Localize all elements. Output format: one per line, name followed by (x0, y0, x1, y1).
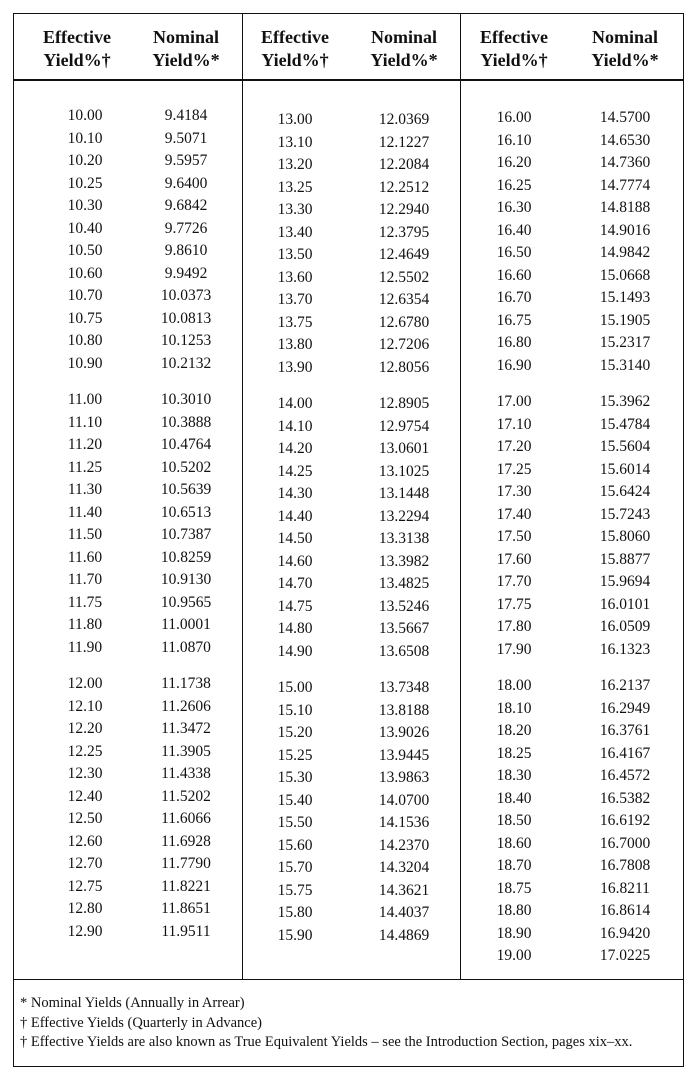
nominal-yield-cell: 11.8651 (161, 900, 211, 917)
footnote-true-equivalent: † Effective Yields are also known as True Equivalent Yields – see the Introduction Section, pages xix–xx. (20, 1034, 633, 1050)
effective-yield-cell: 17.70 (496, 573, 532, 590)
header-effective-1: Effective Yield%† (43, 27, 111, 70)
effective-yield-cell: 14.90 (277, 642, 313, 660)
column-divider-2 (460, 13, 461, 980)
effective-yield-cell: 13.00 (277, 111, 313, 128)
effective-yield-cell: 12.90 (67, 922, 103, 940)
effective-yield-cell: 11.10 (67, 413, 103, 431)
nominal-yield-cell: 14.3204 (378, 859, 430, 876)
nominal-yield-cell: 10.1253 (160, 332, 212, 349)
effective-yield-cell: 10.30 (67, 197, 103, 214)
nominal-yield-cell: 13.3982 (378, 552, 430, 570)
nominal-yield-cell: 13.9863 (378, 769, 430, 786)
nominal-yield-cell: 12.9754 (378, 417, 430, 435)
effective-yield-cell: 14.10 (277, 417, 313, 435)
effective-yield-cell: 18.30 (496, 767, 532, 784)
nominal-yield-cell: 9.8610 (164, 242, 208, 259)
nominal-yield-cell: 11.4338 (161, 765, 211, 782)
nominal-yield-cell: 14.4869 (378, 926, 430, 944)
effective-yield-cell: 18.20 (496, 722, 532, 739)
nominal-yield-cell: 16.6192 (599, 812, 651, 829)
effective-yield-cell: 18.75 (496, 879, 532, 897)
effective-yield-cell: 11.20 (67, 436, 103, 453)
nominal-yield-cell: 10.9130 (160, 571, 212, 588)
effective-yield-cell: 11.25 (67, 458, 103, 476)
effective-yield-cell: 15.20 (277, 724, 313, 741)
effective-yield-cell: 15.30 (277, 769, 313, 786)
effective-yield-cell: 13.75 (277, 313, 313, 331)
effective-yield-cell: 15.75 (277, 881, 313, 899)
effective-yield-cell: 17.40 (496, 505, 532, 523)
nominal-yield-cell: 13.3138 (378, 530, 430, 547)
nominal-yield-cell: 13.8188 (378, 701, 430, 719)
effective-yield-cell: 16.40 (496, 221, 532, 239)
effective-yield-cell: 10.75 (67, 309, 103, 327)
effective-yield-cell: 11.50 (67, 526, 103, 543)
nominal-yield-cell: 12.3795 (378, 223, 430, 241)
effective-yield-cell: 10.80 (67, 332, 103, 349)
effective-yield-cell: 12.40 (67, 787, 103, 805)
effective-yield-cell: 12.50 (67, 810, 103, 827)
nominal-yield-cell: 16.0509 (599, 618, 651, 635)
nominal-yield-cell: 14.5700 (599, 109, 651, 126)
nominal-yield-cell: 10.5202 (160, 458, 212, 476)
nominal-yield-cell: 10.8259 (160, 548, 212, 566)
effective-yield-cell: 12.30 (67, 765, 103, 782)
nominal-yield-cell: 10.0813 (160, 309, 212, 327)
nominal-yield-cell: 12.2940 (378, 201, 430, 218)
effective-yield-cell: 12.80 (67, 900, 103, 917)
effective-yield-cell: 17.10 (496, 415, 532, 433)
effective-yield-cell: 18.00 (496, 677, 532, 694)
effective-yield-cell: 11.00 (67, 391, 103, 408)
nominal-yield-cell: 11.0870 (161, 638, 211, 656)
effective-yield-cell: 18.25 (496, 744, 532, 762)
effective-yield-cell: 16.20 (496, 154, 532, 171)
nominal-yield-cell: 12.7206 (378, 336, 430, 353)
nominal-yield-cell: 16.2949 (599, 699, 651, 717)
nominal-yield-cell: 11.7790 (161, 855, 211, 872)
nominal-yield-cell: 16.5382 (599, 789, 651, 807)
effective-yield-cell: 17.90 (496, 640, 532, 658)
nominal-yield-cell: 15.1493 (599, 289, 651, 306)
nominal-yield-cell: 12.1227 (378, 133, 430, 151)
nominal-yield-cell: 9.4184 (164, 107, 208, 124)
effective-yield-cell: 14.70 (277, 575, 313, 592)
nominal-yield-cell: 16.8614 (599, 902, 651, 919)
nominal-yield-cell: 15.0668 (599, 266, 651, 284)
effective-yield-cell: 15.70 (277, 859, 313, 876)
nominal-yield-cell: 15.6424 (599, 483, 651, 500)
nominal-yield-cell: 16.0101 (599, 595, 651, 613)
footnote-nominal: * Nominal Yields (Annually in Arrear) (20, 995, 245, 1011)
nominal-yield-cell: 11.6066 (161, 810, 211, 827)
effective-yield-cell: 15.25 (277, 746, 313, 764)
effective-yield-cell: 17.00 (496, 393, 532, 410)
nominal-yield-cell: 11.2606 (161, 697, 211, 715)
effective-yield-cell: 11.70 (67, 571, 103, 588)
nominal-yield-cell: 9.5957 (164, 152, 208, 169)
effective-yield-cell: 15.10 (277, 701, 313, 719)
effective-yield-cell: 11.60 (67, 548, 103, 566)
effective-yield-cell: 13.50 (277, 246, 313, 263)
effective-yield-cell: 13.60 (277, 268, 313, 286)
nominal-yield-cell: 14.0700 (378, 791, 430, 809)
nominal-yield-cell: 15.3140 (599, 356, 651, 374)
nominal-yield-cell: 15.3962 (599, 393, 651, 410)
effective-yield-cell: 16.80 (496, 334, 532, 351)
nominal-yield-cell: 11.9511 (161, 922, 211, 940)
effective-yield-cell: 14.30 (277, 485, 313, 502)
nominal-yield-cell: 16.4572 (599, 767, 651, 784)
nominal-yield-cell: 12.8905 (378, 395, 430, 412)
nominal-yield-cell: 16.7000 (599, 834, 651, 852)
effective-yield-cell: 14.60 (277, 552, 313, 570)
effective-yield-cell: 16.30 (496, 199, 532, 216)
nominal-yield-cell: 14.4037 (378, 904, 430, 921)
effective-yield-cell: 18.70 (496, 857, 532, 874)
nominal-yield-cell: 11.0001 (161, 616, 211, 633)
effective-yield-cell: 15.90 (277, 926, 313, 944)
header-nominal-2: Nominal Yield%* (370, 27, 438, 70)
effective-yield-cell: 12.25 (67, 742, 103, 760)
nominal-yield-cell: 10.0373 (160, 287, 212, 304)
nominal-yield-cell: 13.9026 (378, 724, 430, 741)
nominal-yield-cell: 11.3472 (161, 720, 211, 737)
effective-yield-cell: 19.00 (496, 947, 532, 964)
nominal-yield-cell: 15.9694 (599, 573, 651, 590)
nominal-yield-cell: 13.9445 (378, 746, 430, 764)
effective-yield-cell: 10.25 (67, 174, 103, 192)
nominal-yield-cell: 12.6354 (378, 291, 430, 308)
nominal-yield-cell: 13.7348 (378, 679, 430, 696)
effective-yield-cell: 16.50 (496, 244, 532, 261)
nominal-yield-cell: 15.5604 (599, 438, 651, 455)
effective-yield-cell: 17.30 (496, 483, 532, 500)
nominal-yield-cell: 14.6530 (599, 131, 651, 149)
effective-yield-cell: 10.70 (67, 287, 103, 304)
nominal-yield-cell: 10.5639 (160, 481, 212, 498)
nominal-yield-cell: 11.3905 (161, 742, 211, 760)
effective-yield-cell: 16.60 (496, 266, 532, 284)
nominal-yield-cell: 14.7360 (599, 154, 651, 171)
nominal-yield-cell: 12.2084 (378, 156, 430, 173)
effective-yield-cell: 16.10 (496, 131, 532, 149)
nominal-yield-cell: 15.6014 (599, 460, 651, 478)
effective-yield-cell: 16.75 (496, 311, 532, 329)
nominal-yield-cell: 15.1905 (599, 311, 651, 329)
effective-yield-cell: 11.90 (67, 638, 103, 656)
effective-yield-cell: 11.75 (67, 593, 103, 611)
nominal-yield-cell: 10.6513 (160, 503, 212, 521)
effective-yield-cell: 10.40 (67, 219, 103, 237)
effective-yield-cell: 16.00 (496, 109, 532, 126)
effective-yield-cell: 18.10 (496, 699, 532, 717)
nominal-yield-cell: 14.8188 (599, 199, 651, 216)
nominal-yield-cell: 16.9420 (599, 924, 651, 942)
effective-yield-cell: 13.40 (277, 223, 313, 241)
nominal-yield-cell: 15.4784 (599, 415, 651, 433)
effective-yield-cell: 15.40 (277, 791, 313, 809)
effective-yield-cell: 17.75 (496, 595, 532, 613)
nominal-yield-cell: 10.7387 (160, 526, 212, 543)
effective-yield-cell: 12.10 (67, 697, 103, 715)
nominal-yield-cell: 9.7726 (164, 219, 208, 237)
nominal-yield-cell: 16.2137 (599, 677, 651, 694)
effective-yield-cell: 13.80 (277, 336, 313, 353)
nominal-yield-cell: 14.7774 (599, 176, 651, 194)
effective-yield-cell: 10.60 (67, 264, 103, 282)
nominal-yield-cell: 14.9842 (599, 244, 651, 261)
nominal-yield-cell: 10.4764 (160, 436, 212, 453)
effective-yield-cell: 18.90 (496, 924, 532, 942)
effective-yield-cell: 15.60 (277, 836, 313, 854)
effective-yield-cell: 12.20 (67, 720, 103, 737)
header-effective-3: Effective Yield%† (480, 27, 548, 70)
effective-yield-cell: 17.60 (496, 550, 532, 568)
nominal-yield-cell: 16.1323 (599, 640, 651, 658)
nominal-yield-cell: 16.4167 (599, 744, 651, 762)
header-effective-2: Effective Yield%† (261, 27, 329, 70)
nominal-yield-cell: 13.0601 (378, 440, 430, 457)
nominal-yield-cell: 12.2512 (378, 178, 430, 196)
effective-yield-cell: 14.25 (277, 462, 313, 480)
effective-yield-cell: 13.20 (277, 156, 313, 173)
effective-yield-cell: 12.75 (67, 877, 103, 895)
nominal-yield-cell: 10.3888 (160, 413, 212, 431)
effective-yield-cell: 11.40 (67, 503, 103, 521)
effective-yield-cell: 16.70 (496, 289, 532, 306)
nominal-yield-cell: 10.2132 (160, 354, 212, 372)
effective-yield-cell: 16.90 (496, 356, 532, 374)
nominal-yield-cell: 13.5246 (378, 597, 430, 615)
effective-yield-cell: 13.90 (277, 358, 313, 376)
effective-yield-cell: 15.00 (277, 679, 313, 696)
nominal-yield-cell: 11.8221 (161, 877, 211, 895)
nominal-yield-cell: 9.6400 (164, 174, 208, 192)
nominal-yield-cell: 12.4649 (378, 246, 430, 263)
header-rule (13, 79, 684, 81)
effective-yield-cell: 16.25 (496, 176, 532, 194)
nominal-yield-cell: 14.3621 (378, 881, 430, 899)
nominal-yield-cell: 15.8877 (599, 550, 651, 568)
nominal-yield-cell: 13.2294 (378, 507, 430, 525)
nominal-yield-cell: 16.3761 (599, 722, 651, 739)
nominal-yield-cell: 13.1025 (378, 462, 430, 480)
effective-yield-cell: 14.00 (277, 395, 313, 412)
effective-yield-cell: 18.50 (496, 812, 532, 829)
nominal-yield-cell: 14.9016 (599, 221, 651, 239)
nominal-yield-cell: 9.9492 (164, 264, 208, 282)
nominal-yield-cell: 13.4825 (378, 575, 430, 592)
header-nominal-3: Nominal Yield%* (591, 27, 659, 70)
nominal-yield-cell: 11.5202 (161, 787, 211, 805)
effective-yield-cell: 10.90 (67, 354, 103, 372)
effective-yield-cell: 12.70 (67, 855, 103, 872)
nominal-yield-cell: 14.1536 (378, 814, 430, 831)
nominal-yield-cell: 12.5502 (378, 268, 430, 286)
nominal-yield-cell: 16.8211 (600, 879, 650, 897)
effective-yield-cell: 15.50 (277, 814, 313, 831)
nominal-yield-cell: 13.5667 (378, 620, 430, 637)
nominal-yield-cell: 15.7243 (599, 505, 651, 523)
effective-yield-cell: 17.20 (496, 438, 532, 455)
nominal-yield-cell: 12.0369 (378, 111, 430, 128)
nominal-yield-cell: 11.1738 (161, 675, 211, 692)
effective-yield-cell: 10.50 (67, 242, 103, 259)
footnote-effective: † Effective Yields (Quarterly in Advance) (20, 1014, 262, 1031)
effective-yield-cell: 12.00 (67, 675, 103, 692)
effective-yield-cell: 14.75 (277, 597, 313, 615)
nominal-yield-cell: 12.6780 (378, 313, 430, 331)
effective-yield-cell: 11.80 (67, 616, 103, 633)
effective-yield-cell: 17.50 (496, 528, 532, 545)
effective-yield-cell: 10.00 (67, 107, 103, 124)
nominal-yield-cell: 13.6508 (378, 642, 430, 660)
nominal-yield-cell: 9.6842 (164, 197, 208, 214)
nominal-yield-cell: 15.2317 (599, 334, 651, 351)
effective-yield-cell: 13.70 (277, 291, 313, 308)
effective-yield-cell: 18.60 (496, 834, 532, 852)
nominal-yield-cell: 14.2370 (378, 836, 430, 854)
effective-yield-cell: 13.30 (277, 201, 313, 218)
effective-yield-cell: 17.80 (496, 618, 532, 635)
effective-yield-cell: 14.40 (277, 507, 313, 525)
nominal-yield-cell: 16.7808 (599, 857, 651, 874)
effective-yield-cell: 12.60 (67, 832, 103, 850)
nominal-yield-cell: 15.8060 (599, 528, 651, 545)
effective-yield-cell: 13.10 (277, 133, 313, 151)
footer-rule (13, 979, 684, 980)
effective-yield-cell: 18.80 (496, 902, 532, 919)
effective-yield-cell: 13.25 (277, 178, 313, 196)
effective-yield-cell: 15.80 (277, 904, 313, 921)
effective-yield-cell: 14.20 (277, 440, 313, 457)
nominal-yield-cell: 11.6928 (161, 832, 211, 850)
nominal-yield-cell: 10.3010 (160, 391, 212, 408)
column-divider-1 (242, 13, 243, 980)
nominal-yield-cell: 17.0225 (599, 947, 651, 964)
footnotes (20, 994, 632, 1053)
nominal-yield-cell: 10.9565 (160, 593, 212, 611)
nominal-yield-cell: 12.8056 (378, 358, 430, 376)
nominal-yield-cell: 13.1448 (378, 485, 430, 502)
nominal-yield-cell: 9.5071 (164, 129, 208, 147)
effective-yield-cell: 17.25 (496, 460, 532, 478)
header-nominal-1: Nominal Yield%* (152, 27, 220, 70)
effective-yield-cell: 14.50 (277, 530, 313, 547)
effective-yield-cell: 11.30 (67, 481, 103, 498)
effective-yield-cell: 10.20 (67, 152, 103, 169)
effective-yield-cell: 14.80 (277, 620, 313, 637)
effective-yield-cell: 10.10 (67, 129, 103, 147)
effective-yield-cell: 18.40 (496, 789, 532, 807)
